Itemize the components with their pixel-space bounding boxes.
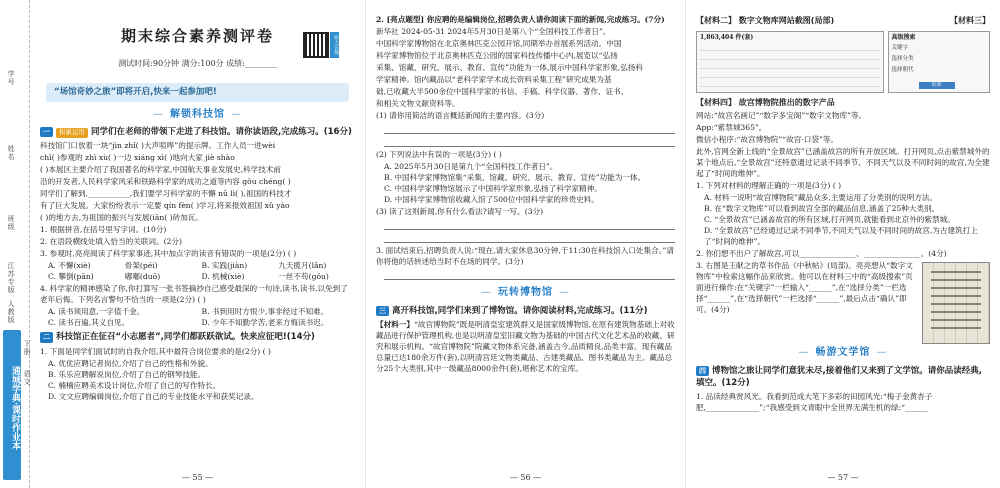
answer-line[interactable] bbox=[384, 219, 675, 230]
option-d[interactable]: D. 机械(xiè) bbox=[201, 272, 245, 282]
binding-label-student-id: 学号 bbox=[7, 70, 16, 86]
exam-meta: 测试时间:90分钟 满分:100分 成绩:________ bbox=[118, 58, 277, 68]
sub-question: 3. 参观时,亮亮阅读了科学家事迹,其中加点字的读音有错误的一项是(2分) ( ) bbox=[40, 249, 297, 259]
sub-question: 2. [亮点题型] 你应聘的是编辑岗位,招聘负责人请你阅读下面的新闻,完成练习。(7分) bbox=[376, 15, 665, 24]
question-number: 四 bbox=[696, 366, 709, 376]
qr-tag: 听力音频 bbox=[330, 32, 339, 58]
material-1-text: “故宫博物院”既是明清皇室建筑群又是国家级博物馆,在原有建筑物基础上对收藏品进行保护管理机构,也是以明清皇室旧藏文物为基础的中国古代文化艺术品的收藏、研究和展示机构。“故宫博物院”院藏文物体系完备,涵盖古今,品质精良,品类丰富。现有藏品总量已达180余万件(套),以明清宫廷文物类藏品、古建类藏品、图书类藏品为主。藏品总分25个大类别,其中一级藏品8000余件(套),堪称艺术的宝库。 bbox=[376, 319, 675, 373]
option-c2: 嘟嘟(duō) bbox=[124, 272, 161, 282]
answer-line[interactable] bbox=[384, 232, 675, 243]
sub-question: 3. 右图是王献之的草书作品《中秋帖》(局部)。亮亮想从“数字文物库”中检索这幅作品来欣赏。他可以在材料三中的“高级搜索”页面进行操作:在“关键字”一栏输入“______”,在“选择分类”一栏选择“______”,在“选择朝代”一栏选择“______”,最后点击“确认”即可。(4分) bbox=[696, 261, 913, 315]
search-title: 高级搜索 bbox=[891, 33, 916, 41]
option-d[interactable]: D. 文文应聘编辑岗位,介绍了自己的专业技能水平和获奖记录。 bbox=[48, 391, 259, 401]
passage-line: ( )的地方去,为祖国的振兴与发展(iān( )砖加瓦。 bbox=[40, 213, 203, 223]
question-1-head bbox=[40, 126, 355, 138]
option-d2: 一丝不苟(gǒu) bbox=[278, 272, 329, 282]
material-4-line: 网站:“故宫名画记”“数字多宝阁”“数字文物库”等。 bbox=[696, 111, 867, 121]
page-55 bbox=[30, 0, 365, 488]
option-a2: 骨架(péi) bbox=[124, 261, 158, 271]
question-number: 三 bbox=[376, 306, 389, 316]
calligraphy-image bbox=[922, 262, 990, 344]
search-field-category[interactable]: 选择分类 bbox=[891, 56, 914, 63]
section-science-museum: — 解锁科技馆 — bbox=[40, 108, 355, 123]
intro-banner: “场馆奇妙之旅”即将开启,快来一起参加吧! bbox=[46, 83, 349, 101]
passage-line: 有了巨大发展。大家纷纷表示一定要 qín fèn( )学习,将来报效祖国 xǔ yào bbox=[40, 201, 290, 211]
advanced-search-screenshot bbox=[888, 31, 990, 93]
answer-line[interactable] bbox=[384, 269, 675, 280]
screenshot-row bbox=[696, 31, 990, 93]
binding-label-edition: 江苏专版 bbox=[7, 262, 16, 294]
sub-question: 3. 面试结束后,招聘负责人说:“现在,请大家休息30分钟,于11:30在科技馆入口处集合。”请你将他的话转述给当时不在场的同学。(3分) bbox=[376, 246, 674, 266]
option-a[interactable]: A. 材料一说明“故宫博物院”藏品众多,主要运用了分类别的说明方法。 bbox=[704, 193, 938, 203]
option-c[interactable]: C. 中国科学家博物馆展示了中国科学家形象,弘扬了科学家精神。 bbox=[384, 184, 602, 193]
search-confirm-button[interactable]: 检索 bbox=[919, 82, 955, 89]
option-a[interactable]: A. 不懈(xiè) bbox=[48, 261, 91, 271]
question-tag: 积累运用 bbox=[56, 128, 88, 137]
search-field-keyword[interactable]: 关键字 bbox=[891, 45, 909, 52]
option-d[interactable]: D. “全景故宫”已经通过记录不同季节,不同天气以及不同时间的故宫,为古建筑打上了“时间的维伸”。 bbox=[704, 226, 978, 247]
sub-question: (2) 下列说法中有误的一项是(3分) ( ) bbox=[376, 150, 502, 159]
brand-tab: 通城学典·课时作业本 bbox=[3, 330, 21, 480]
page-number: — 57 — bbox=[827, 473, 859, 483]
sub-question: (1) 请你用简洁的语言概括新闻的主要内容。(3分) bbox=[376, 111, 545, 120]
material-3-label: 【材料三】 bbox=[950, 16, 990, 25]
option-b2: 九天揽月(lǎn) bbox=[278, 261, 327, 271]
passage-line: 科技馆门口放着一块“jìn zhǐ( )大声喧哗”的提示牌。工作人员一进wèi bbox=[40, 141, 276, 151]
news-line: 新华社 2024-05-31 2024年5月30日是第八个“全国科技工作者日”。 bbox=[376, 27, 611, 36]
option-b[interactable]: B. 乐乐应聘解说岗位,介绍了自己的钢琴技能。 bbox=[48, 369, 206, 379]
binding-strip bbox=[0, 0, 30, 488]
binding-label-volume: 下册 bbox=[23, 340, 32, 356]
news-line: 础,已收藏大半500余位中国科学家的书信、手稿、科学仪器、著作、证书、 bbox=[376, 87, 629, 96]
screenshot-count: 1,863,404 件(套) bbox=[700, 33, 754, 41]
news-line: 采集、馆藏、研究、展示、教育、宣传”功能为一体,展示中国科学家形象,弘扬科 bbox=[376, 63, 643, 72]
page-57 bbox=[685, 0, 1000, 488]
passage-line: ( )本展区主要介绍了我国著名的科学家,中国航天事业发展史,科学技术前 bbox=[40, 165, 281, 175]
option-a[interactable]: A. 优优应聘记者岗位,介绍了自己的性格和外貌。 bbox=[48, 358, 213, 368]
option-c[interactable]: C. “全景故宫”已涵盖故宫的所有区域,打开网页,就能看到北京外的紫禁城。 bbox=[704, 215, 955, 225]
qr-code[interactable] bbox=[303, 32, 329, 58]
material-4-title: 【材料四】 故宫博物院推出的数字产品 bbox=[696, 97, 835, 107]
material-2-label: 【材料二】 数字文物库网站截图(局部) bbox=[696, 16, 835, 25]
option-b[interactable]: B. 中国科学家博物馆集“采集、馆藏、研究、展示、教育、宣传”功能为一体。 bbox=[384, 173, 646, 182]
news-line: 科学家博物馆位于北京奥林匹克公园的国家科技传播中心内,展览以“弘扬 bbox=[376, 51, 618, 60]
question-2-head bbox=[40, 331, 355, 343]
sub-question: 2. 你们想不出户了解故宫,可以_______________、_______________。(4分) bbox=[696, 249, 947, 259]
answer-line[interactable] bbox=[384, 123, 675, 134]
options-q3 bbox=[48, 260, 355, 282]
binding-label-subject: 语文 bbox=[23, 370, 32, 386]
option-b[interactable]: B. 书到用时方恨少,事非经过不知难。 bbox=[201, 307, 329, 317]
page-56 bbox=[365, 0, 685, 488]
question-3-text: 离开科技馆,同学们来到了博物馆。请你阅读材料,完成练习。(11分) bbox=[392, 305, 648, 316]
sub-question: 2. 在语段横线处填入恰当的关联词。(2分) bbox=[40, 237, 182, 247]
option-d[interactable]: D. 少年不知勤学苦,老来方悔读书迟。 bbox=[201, 318, 329, 328]
digital-library-screenshot bbox=[696, 31, 884, 93]
question-3-head bbox=[376, 305, 675, 317]
material-4-line: 微信小程序:“故宫博物院”“故宫·口袋”等。 bbox=[696, 135, 838, 145]
option-b[interactable]: B. 在“数字文物库”可以看到故宫全部的藏品信息,涵盖了25种大类别。 bbox=[704, 204, 940, 214]
question-4-text: 博物馆之旅让同学们意犹未尽,接着他们又来到了文学馆。请你品读经典,填空。(12分) bbox=[696, 365, 982, 388]
sub-question: 4. 科学家的精神感染了你,你打算写一张书签摘抄自己感受最深的一句诗,读书,读书,以免到了老年后悔。下列名言警句不恰当的一项是(2分) ( ) bbox=[40, 284, 348, 305]
option-a[interactable]: A. 读书须用意,一字值千金。 bbox=[48, 307, 145, 317]
option-b[interactable]: B. 实践(jiàn) bbox=[201, 261, 248, 271]
material-1-label: 【材料一】 bbox=[376, 319, 414, 329]
sub-question: 1. 下面是同学们面试时的自我介绍,其中最符合岗位要求的是(2分) ( ) bbox=[40, 346, 272, 356]
sub-question: (3) 读了这则新闻,你有什么看法?请写一写。(3分) bbox=[376, 207, 544, 216]
question-2-text: 科技馆正在征召“小志愿者”,同学们都跃跃欲试。快来应征吧!(14分) bbox=[56, 332, 315, 343]
passage-line: chǐ( )参观的 zhì xù( )一边 xiáng xì( )地向大家 jiè shào bbox=[40, 153, 235, 163]
option-c[interactable]: C. 楠楠应聘美术设计岗位,介绍了自己的写作特长。 bbox=[48, 380, 221, 390]
option-d[interactable]: D. 中国科学家博物馆收藏入馆了500位中国科学家的珍贵史料。 bbox=[384, 195, 599, 204]
material-4-line: 此外,官网全新上线的“全景故宫”已涵盖故宫的所有开放区域。打开网页,点击紫禁城外的某个地点后,“全景故宫”还特意通过记录不同季节、不同天气以及不同时间的故宫,为全建起了“时间的维伸”。 bbox=[696, 147, 990, 179]
options-q4 bbox=[48, 306, 355, 328]
question-number: 二 bbox=[40, 332, 53, 342]
news-line: 和相关文物文献资料等。 bbox=[376, 99, 460, 108]
news-line: 中国科学家博物馆在北京奥林匹克公园开馆,同期举办首展系列活动。中国 bbox=[376, 39, 622, 48]
page-number: — 56 — bbox=[509, 473, 542, 483]
option-c[interactable]: C. 攀倒(pān) bbox=[48, 272, 94, 282]
passage-line: 沿的开发者,人民科学家风采和铁路科学家的成功之道等内容 gǒu chéng( ) bbox=[40, 177, 291, 187]
sub-question: 1. 下列对材料的理解正确的一项是(3分) ( ) bbox=[696, 181, 842, 191]
binding-label-class: 班级 bbox=[7, 215, 16, 231]
answer-line[interactable] bbox=[384, 136, 675, 147]
sub-question: 1. 根据拼音,在括号里写字词。(10分) bbox=[40, 225, 167, 235]
material-1 bbox=[376, 319, 675, 374]
news-line: 学家精神。馆内藏品以“老科学家学术成长资料采集工程”研究成果为基 bbox=[376, 75, 612, 84]
section-museum: — 玩转博物馆 — bbox=[376, 286, 675, 301]
binding-label-publisher: 人教版 bbox=[7, 300, 16, 324]
option-c[interactable]: C. 读书百遍,其义自见。 bbox=[48, 318, 130, 328]
section-literature: — 畅游文学馆 — bbox=[696, 346, 990, 361]
sub-question: 1. 品读经典赏风光。我看到范成大笔下多彩的田园风光:“梅子金黄杏子肥,______________”;“我感受到文青眼中全世界无满生机的绿:“______ bbox=[696, 392, 933, 413]
passage-line: 同学们了解到,___________,我们要学习科学家的不懈 nǔ lì( ),祖国的科技才 bbox=[40, 189, 292, 199]
question-number: 一 bbox=[40, 127, 53, 137]
option-a[interactable]: A. 2025年5月30日是第九个“全国科技工作者日”。 bbox=[384, 162, 558, 171]
search-field-dynasty[interactable]: 选择朝代 bbox=[891, 67, 914, 74]
material-4-line: App:“紫禁城365”。 bbox=[696, 123, 767, 133]
exam-title: 期末综合素养测评卷 bbox=[120, 27, 274, 45]
page-number: — 55 — bbox=[181, 473, 214, 483]
binding-label-name: 姓名 bbox=[7, 145, 16, 161]
question-1-text: 同学们在老师的带领下走进了科技馆。请你读语段,完成练习。(16分) bbox=[91, 127, 352, 138]
question-4-head bbox=[696, 365, 990, 390]
